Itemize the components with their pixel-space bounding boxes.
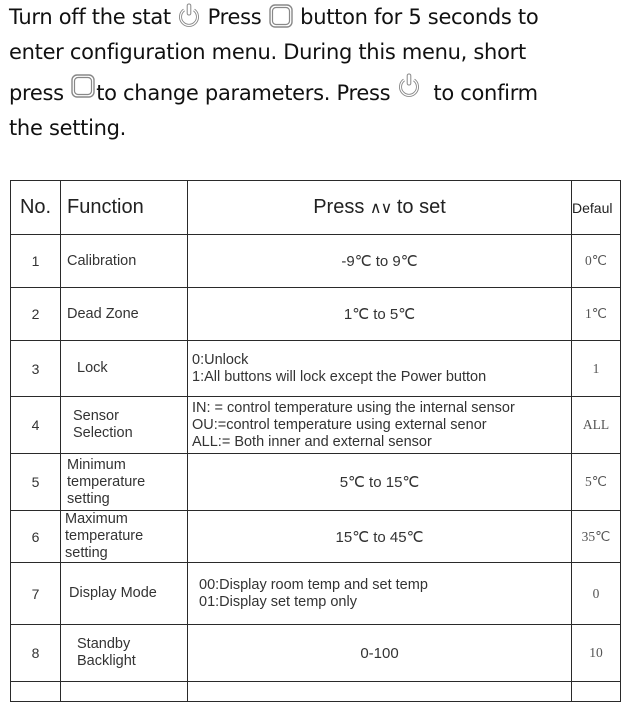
power-icon [397, 72, 421, 100]
function-line: Minimum [67, 456, 126, 473]
header-no: No. [11, 181, 61, 235]
header-value [188, 181, 572, 235]
row-value: 0-100 [188, 625, 572, 682]
header-function: Function [61, 181, 188, 235]
row-number: 3 [11, 341, 61, 397]
table-row [11, 341, 621, 397]
row-number: 4 [11, 397, 61, 454]
instructions-line-2: enter configuration menu. During this menu, short [9, 40, 526, 64]
configuration-table [10, 180, 621, 702]
row-value: 1℃ to 5℃ [188, 288, 572, 341]
row-default: 1 [572, 341, 621, 397]
value-line: OU:=control temperature using external senor [192, 416, 487, 433]
table-row [11, 288, 621, 341]
value-line: ALL:= Both inner and external sensor [192, 433, 432, 450]
row-value [188, 563, 572, 625]
row-default: 10 [572, 625, 621, 682]
row-number: 7 [11, 563, 61, 625]
power-icon [177, 2, 201, 30]
header-value-prefix: Press [313, 196, 365, 218]
function-line: Maximum [65, 511, 128, 527]
function-line: Backlight [77, 653, 136, 669]
row-value: 5℃ to 15℃ [188, 454, 572, 511]
row-number: 2 [11, 288, 61, 341]
row-default: 5℃ [572, 454, 621, 511]
row-function: Display Mode [61, 563, 188, 625]
instructions-text: press [9, 81, 64, 105]
instructions-text: to confirm [433, 81, 538, 105]
instructions-text: Press [207, 5, 262, 29]
function-line: Standby [77, 636, 131, 652]
row-default: 0℃ [572, 235, 621, 288]
square-button-icon [268, 3, 294, 29]
value-line: 1:All buttons will lock except the Power button [192, 368, 487, 385]
instructions-text: to change parameters. Press [96, 81, 391, 105]
table-row [11, 454, 621, 511]
up-down-arrows-icon: ∧∨ [369, 200, 392, 217]
value-line: 01:Display set temp only [199, 593, 357, 610]
value-line: IN: = control temperature using the internal sensor [192, 399, 515, 416]
row-function: Calibration [61, 235, 188, 288]
header-default: Defaul [572, 181, 621, 235]
row-value [188, 397, 572, 454]
table-row [11, 511, 621, 563]
square-button-icon [70, 73, 96, 99]
function-line: Sensor [73, 408, 119, 424]
function-line: temperature [65, 528, 144, 544]
function-line: setting [67, 490, 110, 507]
row-function [61, 511, 188, 563]
row-number: 1 [11, 235, 61, 288]
table-row [11, 563, 621, 625]
function-line: setting [65, 545, 108, 561]
value-line: 0:Unlock [192, 351, 249, 368]
row-default: 0 [572, 563, 621, 625]
instructions-paragraph [9, 0, 621, 146]
row-value: 15℃ to 45℃ [188, 511, 572, 563]
table-header-row [11, 181, 621, 235]
function-line: Selection [73, 425, 133, 441]
table-row [11, 235, 621, 288]
table-row [11, 625, 621, 682]
table-row [11, 397, 621, 454]
instructions-text: Turn off the stat [9, 5, 171, 29]
row-number: 5 [11, 454, 61, 511]
row-value [188, 341, 572, 397]
row-default: ALL [572, 397, 621, 454]
row-function: Lock [61, 341, 188, 397]
row-function [61, 625, 188, 682]
row-default: 35℃ [572, 511, 621, 563]
instructions-line-4: the setting. [9, 116, 127, 140]
row-number: 8 [11, 625, 61, 682]
row-default: 1℃ [572, 288, 621, 341]
row-value: -9℃ to 9℃ [188, 235, 572, 288]
instructions-line-3 [9, 76, 621, 111]
row-function [61, 397, 188, 454]
function-line: temperature [67, 473, 146, 490]
row-number: 6 [11, 511, 61, 563]
instructions-line-1 [9, 0, 621, 35]
instructions-text: button for 5 seconds to [300, 5, 539, 29]
row-function: Dead Zone [61, 288, 188, 341]
value-line: 00:Display room temp and set temp [199, 576, 428, 593]
header-value-suffix: to set [396, 196, 446, 218]
row-function [61, 454, 188, 511]
